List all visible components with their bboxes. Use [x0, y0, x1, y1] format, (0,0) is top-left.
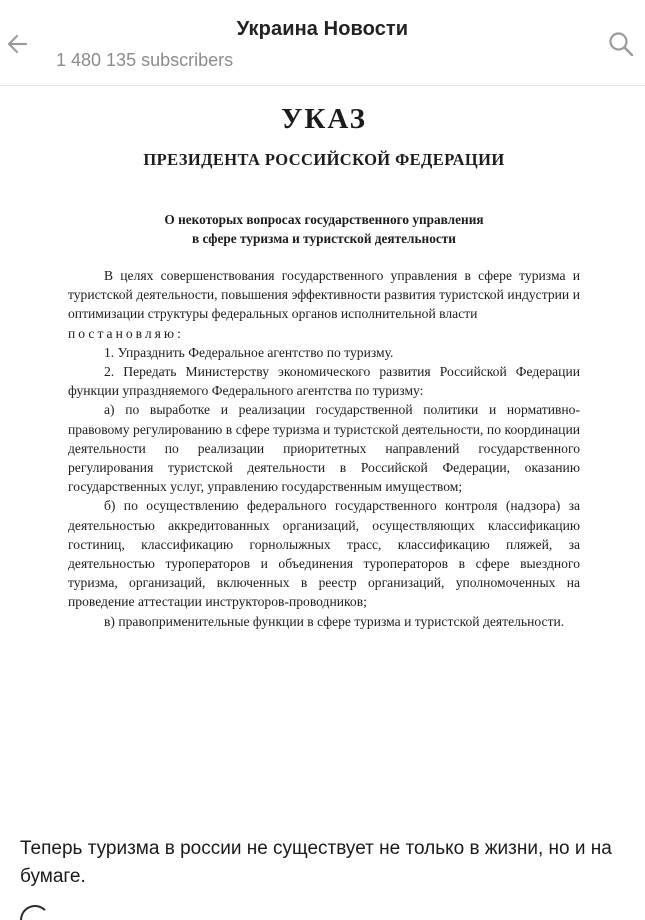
decree-subtitle: ПРЕЗИДЕНТА РОССИЙСКОЙ ФЕДЕРАЦИИ: [143, 150, 505, 169]
decree-item-a: а) по выработке и реализации государственной политики и нормативно-правовому регулированию в сфере туризма и туристской деятельности, по координации деятельности по реализации приоритетных направлений государственного регулирования туристской деятельности в Российской Федерации, оказанию государственных услуг, управлению государственным имуществом;: [68, 402, 580, 495]
decree-heading-line-2: в сфере туризма и туристской деятельности: [192, 231, 456, 246]
decree-document: [68, 87, 580, 631]
search-button[interactable]: [607, 30, 635, 58]
decree-item-2: 2. Передать Министерству экономического развития Российской Федерации функции упраздняемого Федерального агентства по туризму:: [68, 364, 580, 399]
decree-heading: [68, 210, 580, 248]
decree-item-1: 1. Упразднить Федеральное агентство по туризму.: [104, 344, 394, 360]
channel-title: Украина Новости: [236, 18, 409, 40]
subscriber-count: 1 480 135 subscribers: [56, 50, 234, 70]
decree-intro: В целях совершенствования государственного управления в сфере туризма и туристской деятельности, повышения эффективности развития туристской индустрии и оптимизации структуры федеральных органов исполнительной власти: [68, 268, 580, 322]
decree-item-b: б) по осуществлению федерального государственного контроля (надзора) за деятельностью аккредитованных организаций, осуществляющих классификацию гостиниц, классификацию горнолыжных трасс, классификацию пляжей, за деятельностью туроператоров и объединения туроператоров в сфере выездного туризма, организаций, включенных в реестр организаций, уполномоченных на проведение аттестации инструкторов-проводников;: [68, 498, 580, 610]
decree-title: УКАЗ: [281, 103, 367, 135]
decree-item-c: в) правоприменительные функции в сфере туризма и туристской деятельности.: [104, 613, 565, 629]
channel-header: [0, 0, 645, 86]
search-icon: [607, 30, 635, 58]
document-image[interactable]: [0, 87, 645, 805]
decree-verb: постановляю:: [68, 325, 184, 341]
post-caption: Теперь туризма в россии не существует не только в жизни, но и на бумаге.: [20, 838, 612, 887]
decree-heading-line-1: О некоторых вопросах государственного управления: [164, 212, 484, 227]
decree-body: [68, 266, 580, 631]
avatar[interactable]: [20, 905, 50, 920]
